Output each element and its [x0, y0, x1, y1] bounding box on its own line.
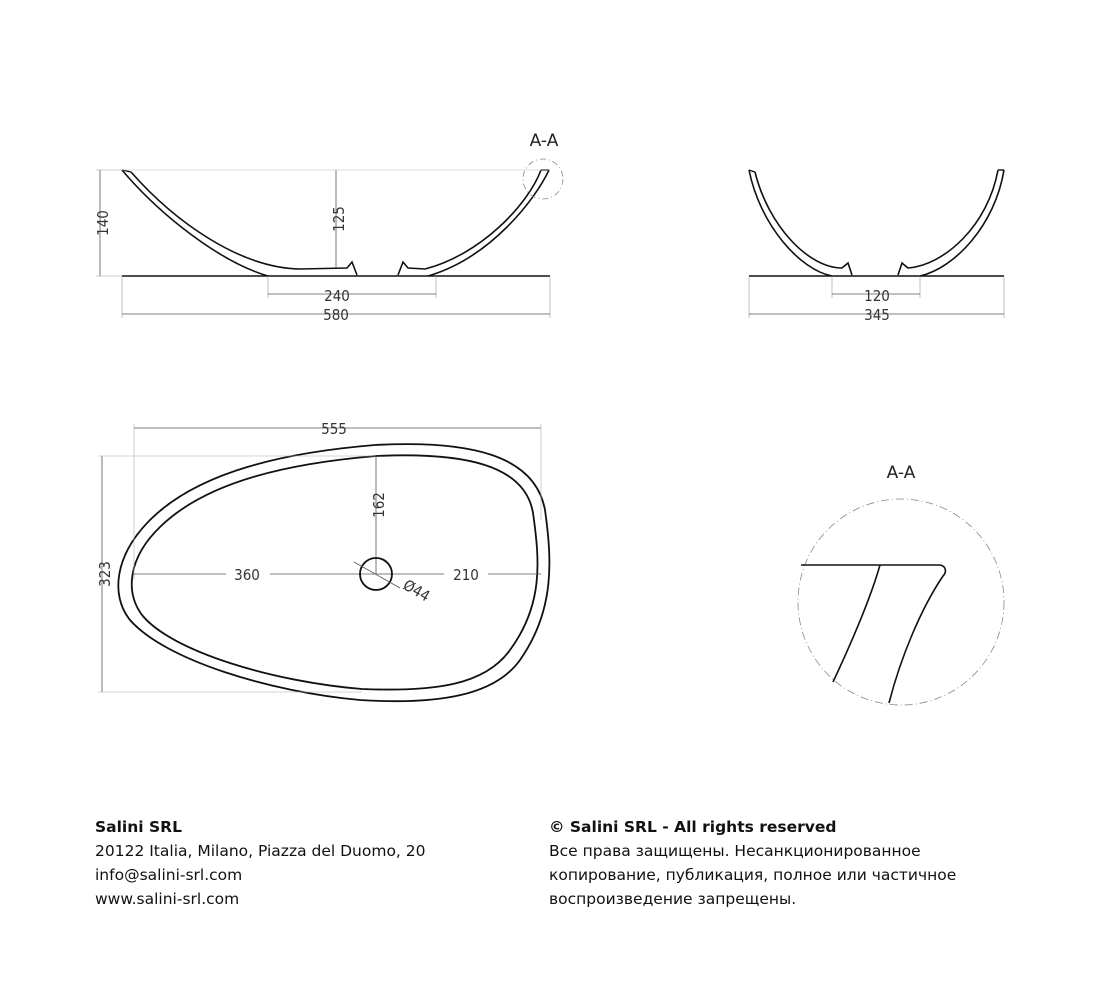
company-website[interactable]: www.salini-srl.com [95, 890, 240, 908]
dim-height-total: 140 [94, 210, 112, 236]
dim-drain-from-left: 360 [234, 566, 260, 584]
copyright-line-2: копирование, публикация, полное или частичное [549, 866, 957, 884]
detail-view [798, 463, 1004, 705]
copyright-line-1: Все права защищены. Несанкционированное [549, 842, 921, 860]
section-marker-label: A-A [529, 131, 559, 151]
copyright-notice [549, 815, 956, 911]
company-name: Salini SRL [95, 818, 182, 836]
dim-drain-from-back: 162 [370, 492, 388, 518]
side-view [749, 170, 1004, 324]
company-info [95, 815, 426, 911]
copyright-title: © Salini SRL - All rights reserved [549, 818, 837, 836]
company-address: 20122 Italia, Milano, Piazza del Duomo, 20 [95, 842, 426, 860]
dim-top-width: 555 [321, 420, 347, 438]
dim-side-overall-width: 345 [864, 306, 890, 324]
side-outer-profile [749, 170, 1004, 276]
dim-base-width: 240 [324, 287, 350, 305]
dim-side-base-width: 120 [864, 287, 890, 305]
dim-top-depth: 323 [96, 561, 114, 587]
top-view [96, 420, 549, 701]
detail-label: A-A [886, 463, 916, 483]
copyright-line-3: воспроизведение запрещены. [549, 890, 797, 908]
dim-drain-diameter: Ø44 [400, 575, 434, 606]
side-inner-profile [755, 170, 998, 275]
dim-overall-width: 580 [323, 306, 349, 324]
detail-rim-profile [801, 565, 945, 703]
dim-drain-from-right: 210 [453, 566, 479, 584]
company-email[interactable]: info@salini-srl.com [95, 866, 243, 884]
front-view [94, 131, 563, 324]
detail-circle [798, 499, 1004, 705]
dim-inner-depth: 125 [330, 206, 348, 232]
